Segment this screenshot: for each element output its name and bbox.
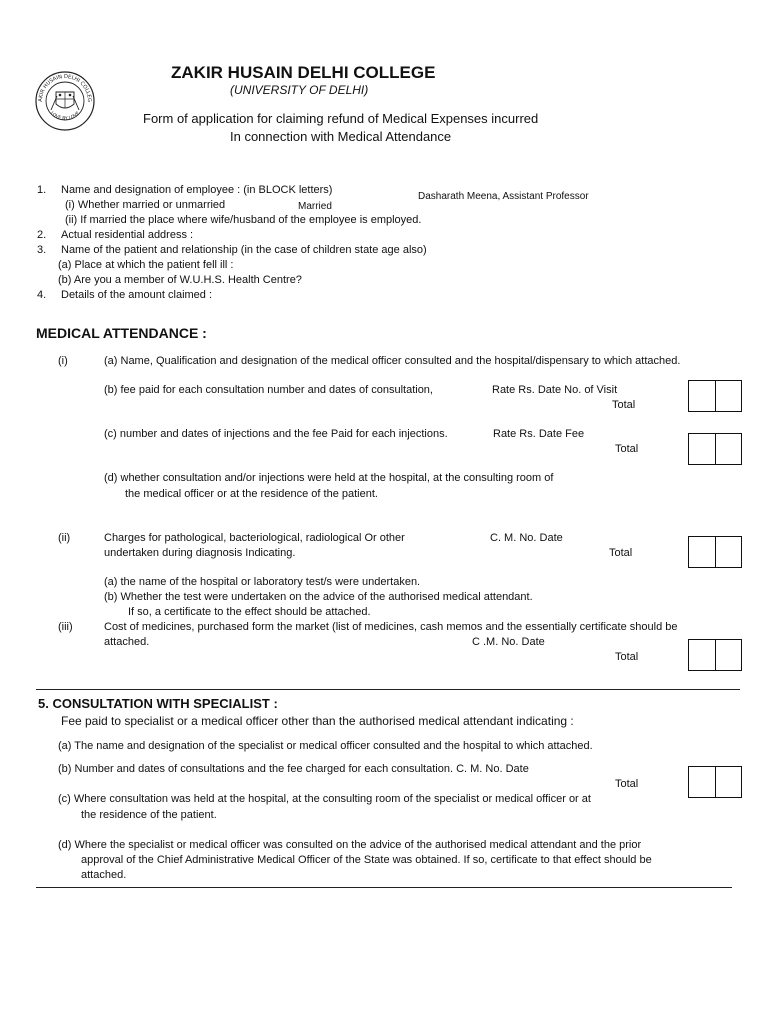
section-iii-total-label: Total — [615, 651, 639, 663]
marital-status-value: Married — [298, 201, 332, 212]
section-iii-amount-box[interactable] — [688, 639, 742, 671]
item-4-label: Details of the amount claimed : — [61, 289, 213, 301]
form-title-line2: In connection with Medical Attendance — [230, 129, 452, 144]
specialist-c-line1: (c) Where consultation was held at the hospital, at the consulting room of the specialist or medical officer or at — [58, 793, 591, 805]
section-iii-line2: attached. — [104, 636, 150, 648]
item-1-number: 1. — [37, 184, 47, 196]
specialist-d-line1: (d) Where the specialist or medical officer was consulted on the advice of the authorised medical attendant and the prior — [58, 839, 642, 851]
specialist-d-line3: attached. — [81, 869, 127, 881]
section-iii-line1: Cost of medicines, purchased form the market (list of medicines, cash memos and the essentially certificate should be — [104, 621, 678, 633]
item-3-number: 3. — [37, 244, 47, 256]
section-i-d-line1: (d) whether consultation and/or injections were held at the hospital, at the consulting room of — [104, 472, 554, 484]
section-ii-line2: undertaken during diagnosis Indicating. — [104, 547, 296, 559]
college-seal-logo — [34, 70, 96, 132]
form-title-line1: Form of application for claiming refund of Medical Expenses incurred — [143, 111, 539, 126]
section-ii-number: (ii) — [58, 532, 71, 544]
section-ii-b-line1: (b) Whether the test were undertaken on the advice of the authorised medical attendant. — [104, 591, 533, 603]
specialist-intro: Fee paid to specialist or a medical officer other than the authorised medical attendant indicating : — [61, 714, 574, 728]
medical-attendance-heading: MEDICAL ATTENDANCE : — [36, 325, 207, 341]
section-i-c-label: (c) number and dates of injections and the fee Paid for each injections. — [104, 428, 448, 440]
section-iii-number: (iii) — [58, 621, 73, 633]
section-i-c-amount-box[interactable] — [688, 433, 742, 465]
specialist-b-amount-box[interactable] — [688, 766, 742, 798]
item-3-a-label: (a) Place at which the patient fell ill : — [58, 259, 234, 271]
section-ii-a-label: (a) the name of the hospital or laboratory test/s were undertaken. — [104, 576, 421, 588]
item-1-ii-label: (ii) If married the place where wife/husband of the employee is employed. — [65, 214, 422, 226]
college-title: ZAKIR HUSAIN DELHI COLLEGE — [171, 63, 436, 82]
specialist-a-label: (a) The name and designation of the specialist or medical officer consulted and the hospital to which attached. — [58, 740, 593, 752]
employee-name-value: Dasharath Meena, Assistant Professor — [418, 191, 589, 202]
section-ii-b-line2: If so, a certificate to the effect should be attached. — [128, 606, 371, 618]
section-i-d-line2: the medical officer or at the residence of the patient. — [125, 488, 378, 500]
specialist-heading: 5. CONSULTATION WITH SPECIALIST : — [38, 696, 278, 711]
specialist-c-line2: the residence of the patient. — [81, 809, 217, 821]
section-i-b-total-label: Total — [612, 399, 636, 411]
section-divider-top — [36, 689, 740, 690]
item-3-label: Name of the patient and relationship (in the case of children state age also) — [61, 244, 427, 256]
section-i-b-label: (b) fee paid for each consultation number and dates of consultation, — [104, 384, 433, 396]
section-ii-columns: C. M. No. Date — [490, 532, 563, 544]
section-i-c-columns: Rate Rs. Date Fee — [493, 428, 585, 440]
section-i-b-amount-box[interactable] — [688, 380, 742, 412]
item-3-b-label: (b) Are you a member of W.U.H.S. Health Centre? — [58, 274, 302, 286]
specialist-d-line2: approval of the Chief Administrative Medical Officer of the State was obtained. If so, certificate to that effect should be — [81, 854, 652, 866]
svg-text:LOVE BY LOVE: LOVE BY LOVE — [48, 111, 82, 122]
section-i-b-columns: Rate Rs. Date No. of Visit — [492, 384, 618, 396]
section-ii-line1: Charges for pathological, bacteriological, radiological Or other — [104, 532, 405, 544]
specialist-b-total-label: Total — [615, 778, 639, 790]
item-4-number: 4. — [37, 289, 47, 301]
item-1-i-label: (i) Whether married or unmarried — [65, 199, 226, 211]
section-i-number: (i) — [58, 355, 68, 367]
university-subtitle: (UNIVERSITY OF DELHI) — [230, 83, 369, 97]
section-iii-columns: C .M. No. Date — [472, 636, 545, 648]
section-ii-amount-box[interactable] — [688, 536, 742, 568]
section-i-a-label: (a) Name, Qualification and designation of the medical officer consulted and the hospital/dispensary to which attached. — [104, 355, 681, 367]
section-ii-total-label: Total — [609, 547, 633, 559]
item-1-label: Name and designation of employee : (in BLOCK letters) — [61, 184, 333, 196]
section-i-c-total-label: Total — [615, 443, 639, 455]
item-2-label: Actual residential address : — [61, 229, 194, 241]
section-divider-bottom — [36, 887, 732, 888]
item-2-number: 2. — [37, 229, 47, 241]
specialist-b-label: (b) Number and dates of consultations and the fee charged for each consultation. C. M. No. Date — [58, 763, 529, 775]
svg-text:ZAKIR HUSAIN DELHI COLLEGE: AKIR HUSAIN DELHI COLLEG — [37, 73, 93, 103]
